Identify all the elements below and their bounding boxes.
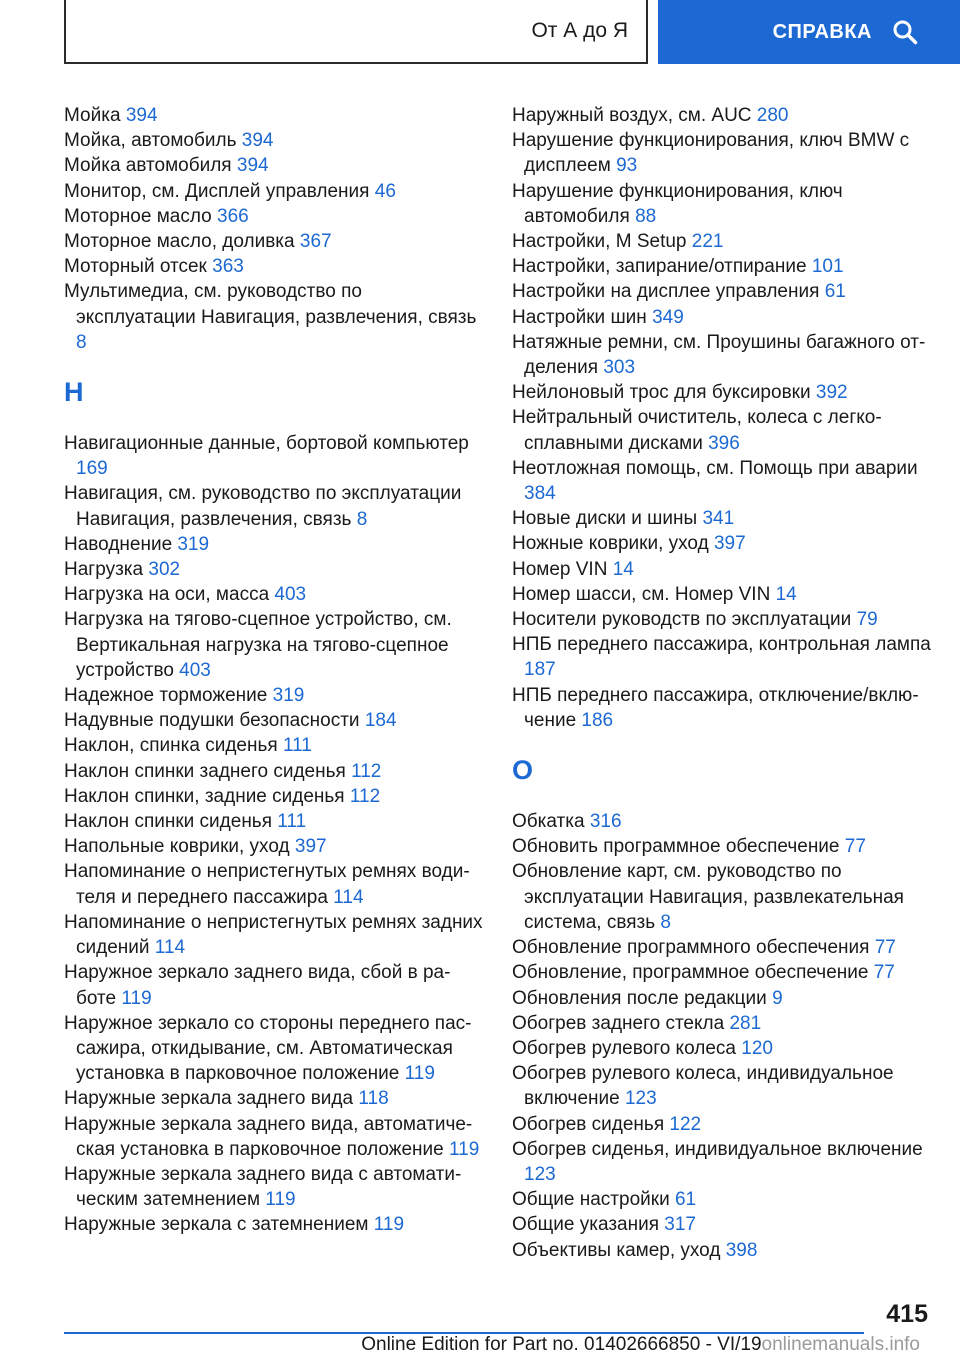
index-term: Нагрузка [64, 559, 144, 581]
page-link[interactable]: 122 [669, 1113, 702, 1135]
page-link[interactable]: 317 [664, 1214, 696, 1236]
page-link[interactable]: 77 [873, 962, 895, 984]
tab-a-to-z-label: От А до Я [531, 19, 628, 42]
index-entry [512, 1011, 932, 1036]
index-entry [64, 1086, 484, 1111]
index-entry [512, 229, 932, 254]
index-term: Моторное масло [64, 205, 212, 227]
index-term: Настройки шин [512, 306, 647, 328]
index-entry [512, 809, 932, 834]
index-term: Обогрев сиденья [512, 1113, 665, 1135]
index-entry [512, 1137, 932, 1187]
page-link[interactable]: 118 [358, 1088, 389, 1110]
index-entry [512, 103, 932, 128]
index-entry [64, 1162, 484, 1212]
index-term: Наклон, спинка сиденья [64, 735, 278, 757]
page-link[interactable]: 367 [299, 231, 332, 253]
index-entry [64, 204, 484, 229]
index-term: Обогрев заднего стекла [512, 1012, 725, 1034]
page-link[interactable]: 123 [524, 1163, 556, 1185]
page-link[interactable]: 77 [844, 836, 866, 858]
index-entry [64, 708, 484, 733]
index-entry [64, 532, 484, 557]
index-term: Мультимедиа, см. руководство по эксплуатации Навигация, развлечения, связь [64, 281, 477, 328]
page-link[interactable]: 61 [674, 1189, 697, 1211]
index-entry [512, 405, 932, 455]
index-term: Новые диски и шины [512, 508, 698, 530]
index-term: Общие указания [512, 1214, 660, 1236]
index-entry [64, 1011, 484, 1087]
index-entry [512, 179, 932, 229]
index-entry [512, 1036, 932, 1061]
index-entry [64, 582, 484, 607]
index-term: Обновления после редакции [512, 987, 767, 1009]
index-term: Нагрузка на оси, масса [64, 584, 270, 606]
page-link[interactable]: 119 [373, 1214, 405, 1236]
index-column-right [512, 103, 932, 1263]
index-entry [64, 179, 484, 204]
index-entry [64, 859, 484, 909]
tab-help[interactable] [658, 0, 960, 64]
page-link[interactable]: 349 [652, 306, 684, 328]
page-link[interactable]: 363 [212, 256, 244, 278]
index-term: Наружный воздух, см. AUC [512, 105, 752, 126]
page-link[interactable]: 319 [272, 685, 305, 707]
page-link[interactable]: 111 [282, 735, 312, 757]
page-link[interactable]: 88 [635, 205, 657, 227]
index-term: Номер шасси, см. Номер VIN [512, 583, 771, 605]
page-link[interactable]: 221 [691, 231, 724, 253]
index-entry [64, 279, 484, 355]
index-term: Обогрев рулевого колеса, индивидуальное включение [512, 1063, 894, 1110]
index-term: Нейлоновый трос для буксировки [512, 382, 811, 404]
page-link[interactable]: 119 [265, 1189, 296, 1211]
index-term: Нейтральный очиститель, колеса с легкосплавными дисками [512, 407, 882, 454]
page-link[interactable]: 392 [815, 382, 848, 404]
page-link[interactable]: 280 [756, 105, 789, 126]
page-link[interactable]: 123 [624, 1088, 657, 1110]
index-term: Наклон спинки, задние сиденья [64, 785, 345, 807]
index-entry [512, 380, 932, 405]
index-term: Обновление программного обеспечения [512, 937, 870, 959]
index-entry [64, 481, 484, 531]
index-entry [512, 986, 932, 1011]
index-entry [64, 1112, 484, 1162]
page-link[interactable]: 119 [448, 1138, 480, 1160]
index-term: Объективы камер, уход [512, 1239, 721, 1261]
index-term: Навигационные данные, бортовой компьютер [64, 433, 469, 455]
page-link[interactable]: 119 [121, 987, 152, 1009]
index-entry [64, 229, 484, 254]
index-term: Моторный отсек [64, 256, 207, 278]
index-term: Обновить программное обеспечение [512, 836, 840, 858]
page-link[interactable]: 302 [148, 559, 181, 581]
index-entry [512, 834, 932, 859]
page-link[interactable]: 396 [708, 432, 740, 454]
index-entry [512, 607, 932, 632]
index-term: Наружное зеркало со стороны переднего пассажира, откидывание, см. Автоматическая установка в парковочное положение [64, 1012, 472, 1085]
page-link[interactable]: 101 [811, 256, 844, 278]
page-link[interactable]: 397 [713, 533, 746, 555]
tab-help-label: СПРАВКА [772, 20, 872, 43]
page-link[interactable]: 341 [702, 508, 735, 530]
index-term: Обкатка [512, 811, 585, 833]
index-entry [512, 859, 932, 935]
index-entry [512, 506, 932, 531]
index-entry [512, 683, 932, 733]
page-link[interactable]: 394 [241, 130, 274, 152]
footer [0, 1334, 960, 1356]
index-entry [64, 809, 484, 834]
page-link[interactable]: 8 [356, 508, 368, 530]
index-entry [512, 1112, 932, 1137]
page-link[interactable]: 114 [333, 886, 364, 908]
index-term: Моторное масло, доливка [64, 231, 295, 253]
page-link[interactable]: 8 [76, 331, 87, 353]
page-link[interactable]: 14 [612, 558, 634, 580]
index-term: НПБ переднего пассажира, отключение/включение [512, 684, 919, 731]
tab-a-to-z[interactable] [64, 0, 648, 64]
page-link[interactable]: 403 [179, 659, 211, 681]
index-term: Наружные зеркала с затемнением [64, 1214, 369, 1236]
index-entry [64, 759, 484, 784]
index-term: Носители руководств по эксплуатации [512, 609, 852, 631]
index-term: Навигация, см. руководство по эксплуатации Навигация, развлечения, связь [64, 483, 462, 530]
index-term: Натяжные ремни, см. Проушины багажного отделения [512, 331, 926, 379]
index-term: Общие настройки [512, 1189, 670, 1211]
index-term: Настройки на дисплее управления [512, 281, 820, 303]
index-term: Напоминание о непристегнутых ремнях водителя и переднего пассажира [64, 861, 470, 908]
page-number: 415 [886, 1300, 928, 1328]
index-entry [512, 456, 932, 506]
index-entry [64, 103, 484, 128]
index-term: Наружные зеркала заднего вида с автоматическим затемнением [64, 1163, 462, 1211]
section-letter: Н [64, 377, 84, 408]
index-term: Мойка автомобиля [64, 155, 232, 177]
page-link[interactable]: 186 [581, 709, 614, 731]
index-entry [64, 557, 484, 582]
index-term: Ножные коврики, уход [512, 533, 709, 555]
page-link[interactable]: 77 [874, 937, 896, 959]
search-icon[interactable] [892, 19, 918, 45]
page-link[interactable]: 112 [349, 785, 381, 807]
index-entry [512, 1061, 932, 1111]
index-term: Обогрев рулевого колеса [512, 1037, 736, 1059]
index-term: Мойка [64, 105, 121, 126]
page-link[interactable]: 169 [76, 458, 108, 480]
index-entry [64, 960, 484, 1010]
index-entry [64, 784, 484, 809]
page-link[interactable]: 79 [856, 609, 878, 631]
index-column-left [64, 103, 484, 1238]
index-term: Номер VIN [512, 558, 608, 580]
page-link[interactable]: 114 [154, 937, 186, 959]
index-term: НПБ переднего пассажира, контрольная лампа [512, 634, 931, 656]
index-entry [512, 531, 932, 556]
index-term: Надувные подушки безопасности [64, 710, 360, 732]
page-link[interactable]: 281 [729, 1012, 762, 1034]
page-link[interactable]: 93 [616, 155, 638, 177]
index-entry [64, 128, 484, 153]
index-term: Настройки, M Setup [512, 231, 687, 253]
index-term: Обновление карт, см. руководство по эксплуатации Навигация, развлекательная система, связь [512, 861, 904, 933]
page-link[interactable]: 187 [524, 659, 556, 681]
index-entry [512, 254, 932, 279]
index-entry [64, 254, 484, 279]
index-entry [64, 431, 484, 481]
index-term: Наводнение [64, 533, 173, 555]
section-letter: О [512, 755, 534, 786]
index-term: Напоминание о непристегнутых ремнях задних сидений [64, 911, 483, 959]
page-link[interactable]: 398 [725, 1239, 758, 1261]
page-link[interactable]: 394 [125, 105, 158, 126]
index-entry [512, 582, 932, 607]
page-link[interactable]: 366 [217, 205, 249, 227]
index-entry [64, 607, 484, 683]
index-term: Неотложная помощь, см. Помощь при аварии [512, 457, 918, 479]
page-link[interactable]: 384 [524, 483, 556, 505]
index-term: Обновление, программное обеспечение [512, 962, 869, 984]
page-link[interactable]: 184 [364, 710, 397, 732]
index-entry [512, 632, 932, 682]
index-entry [64, 1212, 484, 1237]
page-link[interactable]: 403 [274, 584, 307, 606]
page-link[interactable]: 111 [277, 811, 307, 833]
index-entry [512, 128, 932, 178]
page-link[interactable]: 120 [741, 1037, 773, 1059]
index-entry [64, 733, 484, 758]
index-entry [64, 683, 484, 708]
index-entry [512, 330, 932, 380]
page-link[interactable]: 8 [660, 911, 671, 933]
watermark: onlinemanuals.info [761, 1334, 920, 1355]
page-link[interactable]: 9 [772, 987, 783, 1009]
index-term: Мойка, автомобиль [64, 130, 237, 152]
index-term: Настройки, запирание/отпирание [512, 256, 807, 278]
index-entry [512, 935, 932, 960]
index-term: Нарушение функционирования, ключ автомобиля [512, 180, 843, 227]
index-term: Нагрузка на тягово-сцепное устройство, см. Вертикальная нагрузка на тягово-сцепное устройство [64, 609, 452, 681]
index-term: Напольные коврики, уход [64, 836, 290, 858]
index-entry [512, 557, 932, 582]
page-link[interactable]: 119 [404, 1063, 435, 1085]
index-entry [64, 153, 484, 178]
index-term: Обогрев сиденья, индивидуальное включение [512, 1138, 923, 1160]
page-link[interactable]: 394 [236, 155, 269, 177]
index-term: Наклон спинки сиденья [64, 811, 272, 833]
index-term: Нарушение функционирования, ключ BMW с дисплеем [512, 130, 910, 177]
index-entry [512, 1212, 932, 1237]
index-entry [512, 960, 932, 985]
index-entry [64, 910, 484, 960]
index-term: Надежное торможение [64, 685, 268, 707]
page-link[interactable]: 397 [294, 836, 327, 858]
header [0, 0, 960, 64]
page-link[interactable]: 61 [824, 281, 846, 303]
index-entry [512, 279, 932, 304]
index-entry [64, 834, 484, 859]
index-term: Наклон спинки заднего сиденья [64, 760, 346, 782]
page-link[interactable]: 319 [177, 533, 210, 555]
index-entry [512, 305, 932, 330]
index-term: Наружные зеркала заднего вида [64, 1088, 354, 1110]
edition-note: Online Edition for Part no. 01402666850 - VI/19 [361, 1334, 762, 1355]
index-term: Наружное зеркало заднего вида, сбой в работе [64, 962, 451, 1009]
page-link[interactable]: 316 [589, 811, 622, 833]
index-entry [512, 1238, 932, 1263]
page-link[interactable]: 46 [374, 180, 396, 202]
index-term: Наружные зеркала заднего вида, автоматическая установка в парковочное положение [64, 1113, 473, 1160]
page-link[interactable]: 14 [775, 583, 797, 605]
page-link[interactable]: 112 [351, 760, 382, 782]
index-entry [512, 1187, 932, 1212]
index-term: Монитор, см. Дисплей управления [64, 180, 370, 202]
page-link[interactable]: 303 [603, 357, 636, 379]
